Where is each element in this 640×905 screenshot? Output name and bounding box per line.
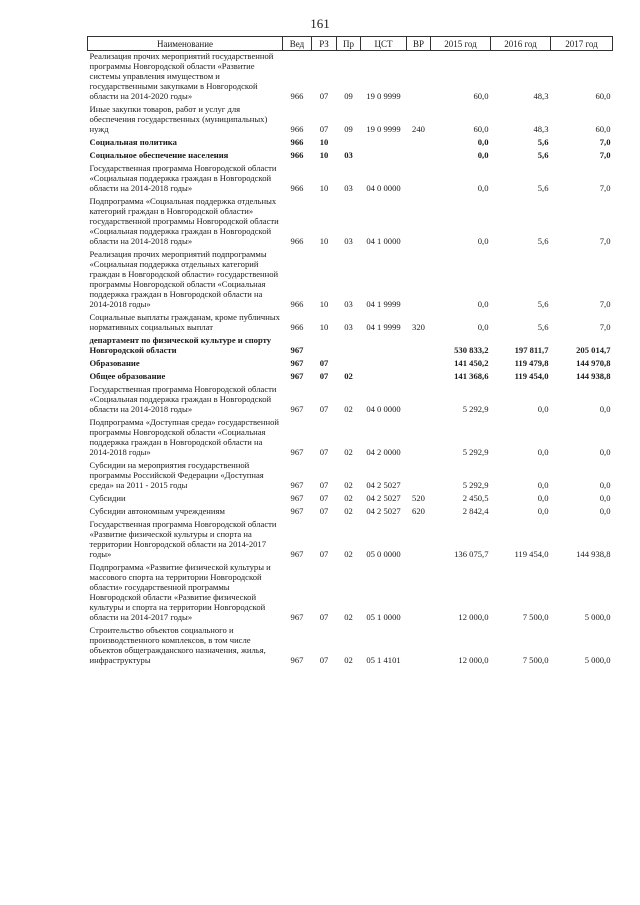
cell-pr: 03 (344, 299, 353, 309)
cell-name: Строительство объектов социального и производственного комплексов, в том числе объектов общегражданского назначения, жилья, инфраструктуры (89, 625, 266, 665)
cell-vr: 320 (412, 322, 425, 332)
cell-cst: 04 2 5027 (366, 480, 401, 490)
cell-rz: 07 (319, 493, 329, 503)
cell-y2015: 0,0 (477, 150, 489, 160)
cell-y2017: 7,0 (599, 137, 611, 147)
cell-y2017: 7,0 (599, 299, 611, 309)
cell-rz: 07 (319, 404, 329, 414)
cell-y2015: 0,0 (477, 137, 489, 147)
cell-y2016: 197 811,7 (514, 345, 549, 355)
cell-cst (361, 332, 407, 355)
cell-y2015: 141 450,2 (454, 358, 489, 368)
cell-y2017: 0,0 (599, 480, 611, 490)
header-vr: ВР (407, 37, 431, 51)
cell-vr: 620 (412, 506, 425, 516)
cell-rz: 07 (319, 371, 329, 381)
cell-ved: 967 (290, 549, 304, 559)
cell-cst: 04 0 0000 (366, 404, 401, 414)
cell-rz: 07 (319, 506, 329, 516)
table-row (88, 134, 613, 147)
cell-cst: 04 2 5027 (366, 493, 401, 503)
cell-vr (407, 147, 431, 160)
table-row (88, 51, 613, 102)
cell-rz: 10 (319, 299, 329, 309)
cell-y2017: 7,0 (599, 322, 611, 332)
table-header (88, 37, 613, 51)
cell-cst (361, 355, 407, 368)
cell-pr: 02 (344, 493, 353, 503)
cell-y2016: 119 454,0 (514, 549, 549, 559)
cell-name: Субсидии (89, 493, 126, 503)
table-row (88, 193, 613, 246)
cell-vr (407, 381, 431, 414)
cell-name: Государственная программа Новгородской области «Социальная поддержка граждан в Новгородской области на 2014-2018 годы» (89, 163, 277, 193)
cell-cst: 05 0 0000 (366, 549, 401, 559)
header-name: Наименование (88, 37, 283, 51)
cell-y2016: 0,0 (537, 404, 549, 414)
header-2015: 2015 год (431, 37, 491, 51)
cell-y2015: 0,0 (477, 236, 489, 246)
cell-vr (407, 457, 431, 490)
cell-y2016: 7 500,0 (522, 612, 549, 622)
cell-y2016: 5,6 (537, 183, 549, 193)
table-row (88, 355, 613, 368)
cell-pr: 09 (344, 91, 353, 101)
cell-rz: 07 (319, 124, 329, 134)
cell-name: Иные закупки товаров, работ и услуг для обеспечения государственных (муниципальных) нужд (89, 104, 268, 134)
cell-vr (407, 516, 431, 559)
cell-cst (361, 147, 407, 160)
cell-pr (337, 355, 361, 368)
header-2017: 2017 год (551, 37, 613, 51)
cell-y2016: 48,3 (533, 124, 549, 134)
table-row (88, 414, 613, 457)
cell-vr (407, 193, 431, 246)
header-2016: 2016 год (491, 37, 551, 51)
cell-y2015: 5 292,9 (462, 447, 489, 457)
cell-ved: 967 (290, 447, 304, 457)
cell-pr: 03 (344, 322, 353, 332)
cell-y2016: 0,0 (537, 506, 549, 516)
cell-pr: 02 (344, 655, 353, 665)
cell-ved: 966 (290, 150, 304, 160)
cell-y2015: 530 833,2 (454, 345, 489, 355)
cell-y2015: 12 000,0 (458, 655, 489, 665)
cell-pr: 02 (344, 506, 353, 516)
cell-ved: 966 (290, 124, 304, 134)
cell-y2015: 136 075,7 (454, 549, 489, 559)
cell-ved: 967 (290, 655, 304, 665)
cell-rz: 10 (319, 236, 329, 246)
cell-y2017: 5 000,0 (584, 655, 611, 665)
cell-y2017: 144 938,8 (576, 371, 611, 381)
cell-ved: 967 (290, 345, 304, 355)
cell-y2017: 144 970,8 (576, 358, 611, 368)
cell-cst: 04 1 0000 (366, 236, 401, 246)
cell-y2016: 5,6 (537, 236, 549, 246)
cell-pr: 03 (344, 183, 353, 193)
cell-ved: 966 (290, 322, 304, 332)
cell-y2017: 5 000,0 (584, 612, 611, 622)
cell-name: Образование (89, 358, 140, 368)
cell-ved: 967 (290, 480, 304, 490)
cell-y2016: 0,0 (537, 480, 549, 490)
cell-y2017: 7,0 (599, 183, 611, 193)
cell-cst: 19 0 9999 (366, 91, 401, 101)
cell-y2016: 5,6 (537, 137, 549, 147)
cell-y2016: 7 500,0 (522, 655, 549, 665)
cell-rz: 07 (319, 655, 329, 665)
cell-rz: 10 (319, 183, 329, 193)
cell-name: Социальные выплаты гражданам, кроме публичных нормативных социальных выплат (89, 312, 280, 332)
cell-rz: 10 (319, 322, 329, 332)
cell-rz: 10 (319, 150, 329, 160)
cell-y2015: 60,0 (473, 124, 489, 134)
cell-ved: 967 (290, 506, 304, 516)
cell-rz: 07 (319, 447, 329, 457)
cell-cst: 05 1 4101 (366, 655, 401, 665)
cell-pr (337, 134, 361, 147)
cell-pr: 03 (344, 236, 353, 246)
cell-vr (407, 246, 431, 309)
cell-y2015: 0,0 (477, 322, 489, 332)
cell-rz: 07 (319, 612, 329, 622)
cell-y2017: 60,0 (595, 124, 611, 134)
cell-rz (312, 332, 337, 355)
cell-cst: 04 0 0000 (366, 183, 401, 193)
cell-rz: 07 (319, 358, 329, 368)
cell-name: департамент по физической культуре и спорту Новгородской области (89, 335, 272, 355)
cell-cst: 04 2 5027 (366, 506, 401, 516)
cell-y2015: 2 450,5 (462, 493, 489, 503)
cell-y2015: 5 292,9 (462, 480, 489, 490)
cell-vr (407, 368, 431, 381)
cell-rz: 07 (319, 549, 329, 559)
cell-ved: 967 (290, 612, 304, 622)
cell-vr (407, 160, 431, 193)
cell-pr: 02 (344, 404, 353, 414)
table-row (88, 559, 613, 622)
header-ved: Вед (283, 37, 312, 51)
cell-name: Государственная программа Новгородской области «Развитие физической культуры и спорта на территории Новгородской области на 2014-2017 годы» (89, 519, 277, 559)
header-pr: Пр (337, 37, 361, 51)
cell-vr (407, 559, 431, 622)
cell-pr: 02 (344, 447, 353, 457)
cell-name: Общее образование (89, 371, 166, 381)
header-rz: РЗ (312, 37, 337, 51)
cell-y2015: 141 368,6 (454, 371, 489, 381)
cell-cst: 19 0 9999 (366, 124, 401, 134)
cell-pr: 02 (344, 371, 353, 381)
cell-y2015: 0,0 (477, 183, 489, 193)
cell-vr: 240 (412, 124, 425, 134)
cell-name: Субсидии автономным учреждениям (89, 506, 225, 516)
cell-y2015: 60,0 (473, 91, 489, 101)
table-row (88, 147, 613, 160)
cell-rz: 10 (319, 137, 329, 147)
cell-y2016: 5,6 (537, 150, 549, 160)
table-row (88, 516, 613, 559)
table-row (88, 246, 613, 309)
table-row (88, 381, 613, 414)
cell-ved: 966 (290, 91, 304, 101)
table-row (88, 622, 613, 665)
cell-name: Социальная политика (89, 137, 177, 147)
cell-vr (407, 622, 431, 665)
cell-cst: 04 1 9999 (366, 299, 401, 309)
cell-rz: 07 (319, 480, 329, 490)
cell-name: Социальное обеспечение населения (89, 150, 229, 160)
table-row (88, 368, 613, 381)
cell-cst (361, 134, 407, 147)
cell-name: Подпрограмма «Социальная поддержка отдельных категорий граждан в Новгородской области» государственной программы Новгородской области «Социальная поддержка граждан в Новгородской области на 2014-2018 годы» (89, 196, 279, 246)
header-cst: ЦСТ (361, 37, 407, 51)
cell-y2017: 0,0 (599, 447, 611, 457)
cell-y2016: 119 454,0 (514, 371, 549, 381)
cell-name: Государственная программа Новгородской области «Социальная поддержка граждан в Новгородской области на 2014-2018 годы» (89, 384, 277, 414)
cell-y2016: 48,3 (533, 91, 549, 101)
cell-cst: 05 1 0000 (366, 612, 401, 622)
cell-y2017: 60,0 (595, 91, 611, 101)
cell-cst: 04 2 0000 (366, 447, 401, 457)
cell-y2015: 5 292,9 (462, 404, 489, 414)
cell-y2015: 0,0 (477, 299, 489, 309)
cell-y2017: 144 938,8 (576, 549, 611, 559)
cell-pr (337, 332, 361, 355)
cell-ved: 967 (290, 404, 304, 414)
cell-y2016: 5,6 (537, 299, 549, 309)
cell-y2015: 12 000,0 (458, 612, 489, 622)
cell-y2017: 0,0 (599, 404, 611, 414)
table-row (88, 457, 613, 490)
cell-ved: 966 (290, 137, 304, 147)
cell-y2017: 205 014,7 (576, 345, 611, 355)
cell-y2016: 0,0 (537, 447, 549, 457)
cell-rz: 07 (319, 91, 329, 101)
cell-name: Подпрограмма «Развитие физической культуры и массового спорта на территории Новгородской области» государственной программы Новгородской области «Развитие физической культуры и спорта на территории Новгородской области на 2014-2017 годы» (89, 562, 271, 622)
cell-ved: 967 (290, 358, 304, 368)
cell-y2017: 7,0 (599, 236, 611, 246)
table-row (88, 503, 613, 516)
cell-y2016: 119 479,8 (514, 358, 549, 368)
cell-cst: 04 1 9999 (366, 322, 401, 332)
cell-y2017: 0,0 (599, 506, 611, 516)
cell-y2016: 5,6 (537, 322, 549, 332)
cell-pr: 02 (344, 612, 353, 622)
cell-y2017: 0,0 (599, 493, 611, 503)
cell-pr: 09 (344, 124, 353, 134)
cell-vr: 520 (412, 493, 425, 503)
cell-name: Субсидии на мероприятия государственной программы Российской Федерации «Доступная среда» на 2011 - 2015 годы (89, 460, 264, 490)
table-row (88, 101, 613, 134)
page-number: 161 (310, 16, 330, 31)
cell-ved: 966 (290, 236, 304, 246)
cell-y2017: 7,0 (599, 150, 611, 160)
table-body (88, 51, 613, 666)
cell-y2016: 0,0 (537, 493, 549, 503)
cell-name: Подпрограмма «Доступная среда» государственной программы Новгородской области «Социальная поддержка граждан в Новгородской области на 2014-2018 годы» (89, 417, 279, 457)
cell-pr: 02 (344, 549, 353, 559)
table-row (88, 160, 613, 193)
cell-y2015: 2 842,4 (462, 506, 489, 516)
cell-ved: 967 (290, 493, 304, 503)
cell-pr: 02 (344, 480, 353, 490)
table-row (88, 332, 613, 355)
cell-ved: 967 (290, 371, 304, 381)
budget-table (87, 36, 613, 665)
cell-ved: 966 (290, 299, 304, 309)
cell-vr (407, 134, 431, 147)
cell-cst (361, 368, 407, 381)
cell-name: Реализация прочих мероприятий государственной программы Новгородской области «Развитие системы управления имуществом и государственными закупками в Новгородской области на 2014-2020 годы» (89, 51, 274, 101)
cell-ved: 966 (290, 183, 304, 193)
cell-vr (407, 355, 431, 368)
cell-vr (407, 332, 431, 355)
cell-vr (407, 51, 431, 102)
cell-vr (407, 414, 431, 457)
cell-pr: 03 (344, 150, 353, 160)
table-row (88, 309, 613, 332)
cell-name: Реализация прочих мероприятий подпрограммы «Социальная поддержка отдельных категорий граждан в Новгородской области» государственной программы Новгородской области «Социальная поддержка граждан в Новгородской области на 2014-2018 годы» (89, 249, 279, 309)
table-row (88, 490, 613, 503)
